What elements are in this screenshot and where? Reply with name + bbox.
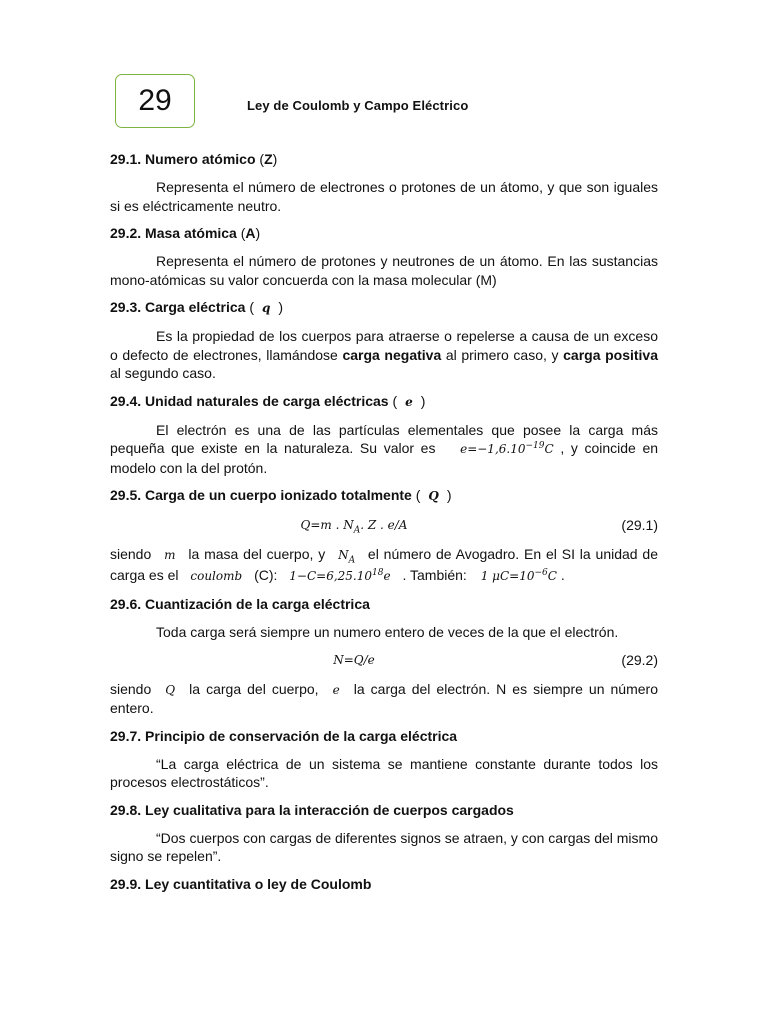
chapter-number: 29: [138, 84, 172, 117]
section-body-29-4: El electrón es una de las partículas elementales que posee la carga más pequeña que existe en la naturaleza. Su valor es $e=-1,6.10^{-19}C$ , y coincide en modelo con la del protón.: [110, 421, 659, 476]
equation-29-2: [110, 651, 658, 671]
chapter-number-box: [115, 74, 195, 128]
electron-charge-value: $e=-1,6.10^{-19}C$: [460, 441, 554, 456]
section-heading-29-7: 29.7. Principio de conservación de la carga eléctrica: [110, 727, 458, 744]
section-heading-29-3: 29.3. Carga eléctrica ( q ): [110, 299, 284, 315]
section-body-29-1: Representa el número de electrones o protones de un átomo, y que son iguales si es eléctricamente neutro.: [110, 179, 658, 214]
section-heading-29-2: 29.2. Masa atómica (A): [110, 225, 261, 241]
section-heading-29-6: 29.6. Cuantización de la carga eléctrica: [110, 596, 370, 612]
section-body-29-3: Es la propiedad de los cuerpos para atraerse o repelerse a causa de un exceso o defecto de electrones, llamándose carga negativa al primero caso, y carga positiva al segundo caso.: [110, 328, 659, 381]
equation-number: (29.1): [621, 516, 658, 533]
equation-number: (29.2): [621, 652, 658, 669]
symbol-q: q: [261, 301, 271, 315]
equation-formula: N=Q/e: [333, 653, 375, 668]
section-body-29-8: “Dos cuerpos con cargas de diferentes signos se atraen, y con cargas del mismo signo se repelen”.: [110, 829, 658, 864]
document-body: [110, 150, 658, 903]
section-body-29-6: Toda carga será siempre un numero entero de veces de la que el electrón.: [156, 624, 619, 640]
section-heading-29-4: 29.4. Unidad naturales de carga eléctricas ( e ): [110, 392, 426, 409]
chapter-title: Ley de Coulomb y Campo Eléctrico: [247, 98, 469, 113]
equation-formula: Q=m . $N_A$. Z . e/A: [300, 517, 408, 536]
symbol-Q: Q: [428, 489, 439, 503]
section-body-29-7: “La carga eléctrica de un sistema se mantiene constante durante todos los procesos electrostáticos”.: [110, 755, 658, 790]
section-heading-29-5: 29.5. Carga de un cuerpo ionizado totalmente ( Q ): [110, 487, 452, 503]
section-heading-29-8: 29.8. Ley cualitativa para la interacción de cuerpos cargados: [110, 801, 514, 818]
section-body-29-6-cont: siendo Q la carga del cuerpo, e la carga del electrón. N es siempre un número entero.: [110, 680, 658, 716]
section-heading-29-9: 29.9. Ley cuantitativa o ley de Coulomb: [110, 875, 372, 892]
section-body-29-5: siendo m la masa del cuerpo, y $N_A$ el número de Avogadro. En el SI la unidad de carga es el coulomb (C): $1-C=6,25.10^{18}e$ . También: 1 $\mu C=10^{-6}C$ .: [110, 546, 658, 583]
section-heading-29-1: 29.1. Numero atómico (Z): [110, 151, 278, 167]
equation-29-1: [110, 515, 658, 535]
section-body-29-2: Representa el número de protones y neutrones de un átomo. En las sustancias mono-atómicas su valor concuerda con la masa molecular (M): [110, 253, 658, 288]
symbol-e: e: [405, 394, 413, 409]
